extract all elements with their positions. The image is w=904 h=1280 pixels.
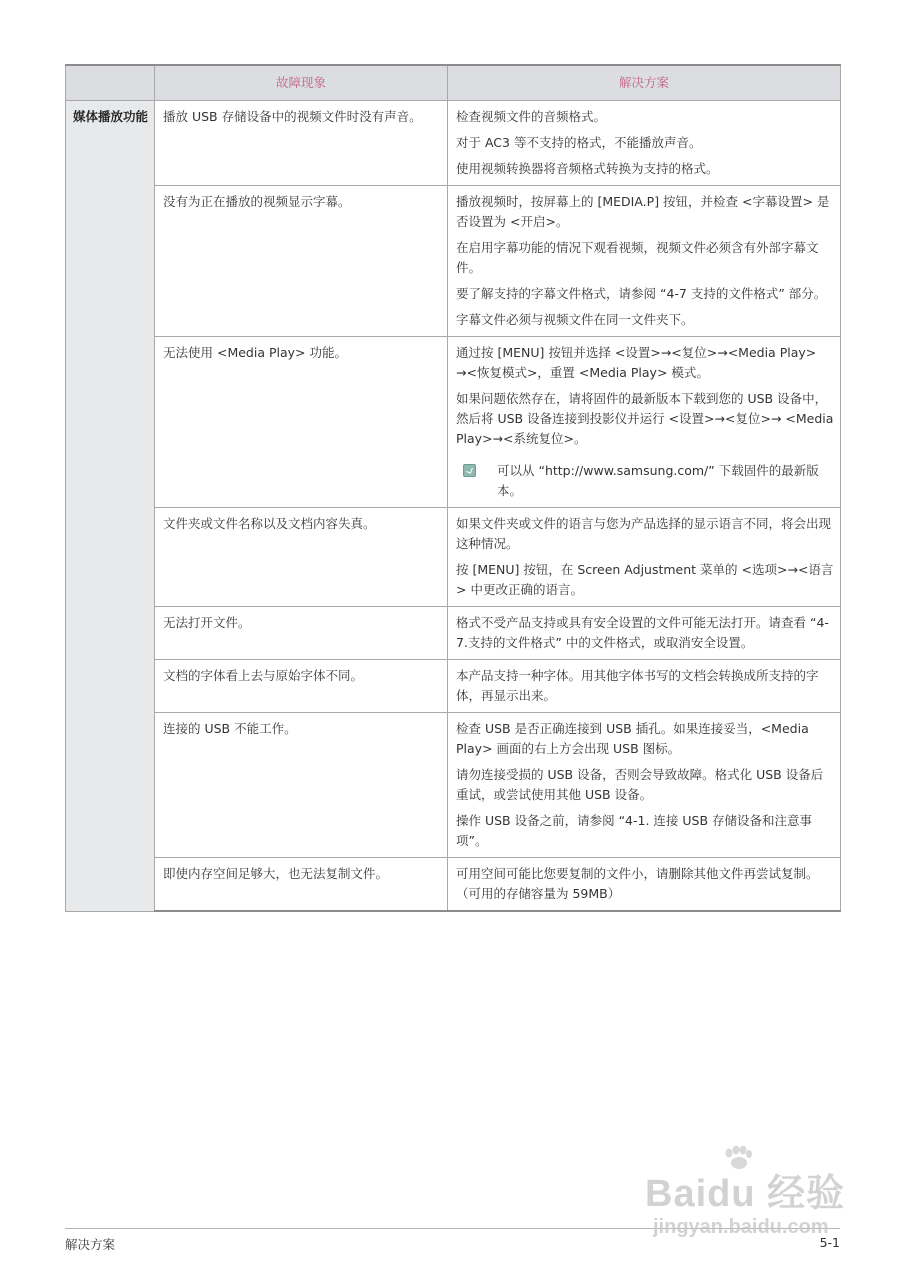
note-box	[456, 461, 834, 501]
category-cell: 媒体播放功能	[66, 101, 155, 912]
baidu-watermark	[645, 1150, 855, 1265]
solution-paragraph: 可用空间可能比您要复制的文件小，请删除其他文件再尝试复制。（可用的存储容量为 59MB）	[456, 866, 819, 901]
note-icon	[463, 464, 476, 477]
solution-cell	[448, 713, 841, 858]
symptom-cell: 没有为正在播放的视频显示字幕。	[155, 186, 448, 337]
header-symptom: 故障现象	[155, 65, 448, 101]
solution-paragraph: 如果文件夹或文件的语言与您为产品选择的显示语言不同，将会出现这种情况。	[456, 516, 832, 551]
solution-paragraph: 本产品支持一种字体。用其他字体书写的文档会转换成所支持的字体，再显示出来。	[456, 668, 819, 703]
solution-cell	[448, 660, 841, 713]
table-row	[66, 660, 841, 713]
solution-cell	[448, 508, 841, 607]
footer-section-title: 解决方案	[65, 1237, 116, 1252]
symptom-cell: 无法使用 <Media Play> 功能。	[155, 337, 448, 508]
solution-paragraph: 使用视频转换器将音频格式转换为支持的格式。	[456, 161, 719, 176]
footer-page-number: 5-1	[819, 1235, 840, 1250]
solution-paragraph: 请勿连接受损的 USB 设备，否则会导致故障。格式化 USB 设备后重试，或尝试使用其他 USB 设备。	[456, 767, 824, 802]
solution-cell	[448, 858, 841, 912]
table-row	[66, 101, 841, 186]
table-header-row	[66, 65, 841, 101]
symptom-cell: 无法打开文件。	[155, 607, 448, 660]
solution-paragraph: 播放视频时，按屏幕上的 [MEDIA.P] 按钮，并检查 <字幕设置> 是否设置为 <开启>。	[456, 194, 830, 229]
solution-paragraph: 检查 USB 是否正确连接到 USB 插孔。如果连接妥当，<Media Play> 画面的右上方会出现 USB 图标。	[456, 721, 809, 756]
table-row	[66, 713, 841, 858]
table-row	[66, 186, 841, 337]
solution-paragraph: 检查视频文件的音频格式。	[456, 109, 607, 124]
table-row	[66, 337, 841, 508]
solution-paragraph: 按 [MENU] 按钮，在 Screen Adjustment 菜单的 <选项>→<语言> 中更改正确的语言。	[456, 562, 834, 597]
solution-paragraph: 通过按 [MENU] 按钮并选择 <设置>→<复位>→<Media Play> →<恢复模式>，重置 <Media Play> 模式。	[456, 345, 817, 380]
solution-paragraph: 对于 AC3 等不支持的格式，不能播放声音。	[456, 135, 702, 150]
solution-cell	[448, 186, 841, 337]
solution-cell	[448, 101, 841, 186]
symptom-cell: 播放 USB 存储设备中的视频文件时没有声音。	[155, 101, 448, 186]
header-solution: 解决方案	[448, 65, 841, 101]
solution-paragraph: 在启用字幕功能的情况下观看视频，视频文件必须含有外部字幕文件。	[456, 240, 819, 275]
symptom-cell: 连接的 USB 不能工作。	[155, 713, 448, 858]
symptom-cell: 文件夹或文件名称以及文档内容失真。	[155, 508, 448, 607]
table-row	[66, 858, 841, 912]
solution-paragraph: 如果问题依然存在，请将固件的最新版本下载到您的 USB 设备中，然后将 USB 设备连接到投影仪并运行 <设置>→<复位>→ <Media Play>→<系统复位>。	[456, 391, 834, 446]
header-category	[66, 65, 155, 101]
solution-paragraph: 字幕文件必须与视频文件在同一文件夹下。	[456, 312, 694, 327]
solution-cell	[448, 337, 841, 508]
note-text: 可以从 “http://www.samsung.com/” 下载固件的最新版本。	[497, 463, 819, 498]
table-row	[66, 508, 841, 607]
solution-paragraph: 操作 USB 设备之前，请参阅 “4-1. 连接 USB 存储设备和注意事项”。	[456, 813, 813, 848]
watermark-logo: Baidu 经验	[645, 1173, 846, 1215]
watermark-url: jingyan.baidu.com	[653, 1216, 829, 1238]
table-row	[66, 607, 841, 660]
troubleshooting-table	[65, 64, 841, 912]
solution-cell	[448, 607, 841, 660]
table-body	[66, 101, 841, 912]
solution-paragraph: 格式不受产品支持或具有安全设置的文件可能无法打开。请查看 “4-7.支持的文件格式” 中的文件格式，或取消安全设置。	[456, 615, 829, 650]
symptom-cell: 即使内存空间足够大，也无法复制文件。	[155, 858, 448, 912]
symptom-cell: 文档的字体看上去与原始字体不同。	[155, 660, 448, 713]
solution-paragraph: 要了解支持的字幕文件格式，请参阅 “4-7 支持的文件格式” 部分。	[456, 286, 827, 301]
